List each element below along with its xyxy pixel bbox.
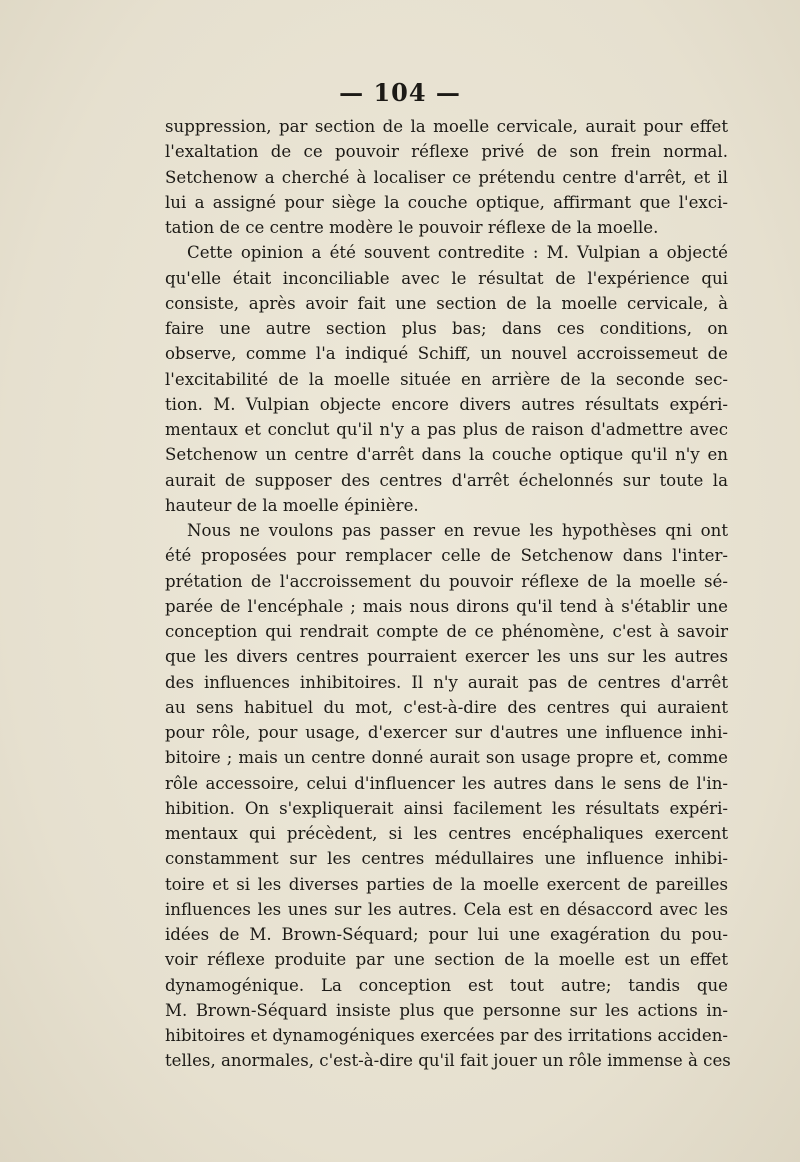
text-line: pour rôle, pour usage, d'exercer sur d'autres une influence inhi-: [165, 723, 728, 742]
text-line: qu'elle était inconciliable avec le résultat de l'expérience qui: [165, 268, 728, 288]
text-line: l'exaltation de ce pouvoir réflexe privé de son frein normal.: [165, 142, 728, 162]
text-line: consiste, après avoir fait une section de la moelle cervicale, à: [165, 293, 728, 313]
paragraph-start-line: Nous ne voulons pas passer en revue les hypothèses qni ont: [187, 521, 728, 540]
text-line: que les divers centres pourraient exercer les uns sur les autres: [165, 647, 728, 667]
text-line: hauteur de la moelle épinière.: [165, 495, 419, 515]
text-line: observe, comme l'a indiqué Schiff, un nouvel accroissemeut de: [165, 344, 728, 364]
text-line: influences les unes sur les autres. Cela est en désaccord avec les: [165, 899, 728, 919]
text-line: voir réflexe produite par une section de la moelle est un effet: [165, 950, 728, 970]
text-line: Setchenow a cherché à localiser ce prétendu centre d'arrêt, et il: [165, 167, 728, 187]
text-line: au sens habituel du mot, c'est-à-dire des centres qui auraient: [165, 697, 728, 717]
text-line: été proposées pour remplacer celle de Setchenow dans l'inter-: [165, 546, 728, 566]
page-number: — 104 —: [339, 78, 461, 107]
text-line: telles, anormales, c'est-à-dire qu'il fait jouer un rôle immense à ces: [165, 1051, 731, 1071]
text-line: mentaux qui précèdent, si les centres encéphaliques exercent: [165, 824, 728, 843]
paragraph-start-line: Cette opinion a été souvent contredite : M. Vulpian a objecté: [187, 243, 728, 263]
text-line: hibition. On s'expliquerait ainsi facilement les résultats expéri-: [165, 798, 728, 818]
text-line: M. Brown-Séquard insiste plus que personne sur les actions in-: [165, 1000, 728, 1020]
text-line: bitoire ; mais un centre donné aurait son usage propre et, comme: [165, 748, 728, 768]
text-line: parée de l'encéphale ; mais nous dirons qu'il tend à s'établir une: [165, 596, 728, 616]
text-line: tation de ce centre modère le pouvoir réflexe de la moelle.: [165, 218, 659, 237]
text-line: tion. M. Vulpian objecte encore divers autres résultats expéri-: [165, 394, 728, 414]
text-line: l'excitabilité de la moelle située en arrière de la seconde sec-: [165, 369, 728, 389]
text-line: lui a assigné pour siège la couche optique, affirmant que l'exci-: [165, 192, 728, 212]
text-line: hibitoires et dynamogéniques exercées par des irritations acciden-: [165, 1026, 728, 1045]
text-line: constamment sur les centres médullaires une influence inhibi-: [165, 849, 728, 869]
text-line: prétation de l'accroissement du pouvoir réflexe de la moelle sé-: [165, 571, 728, 591]
body-text: [165, 114, 731, 1074]
text-line: aurait de supposer des centres d'arrêt échelonnés sur toute la: [165, 470, 728, 490]
text-line: toire et si les diverses parties de la moelle exercent de pareilles: [165, 874, 728, 894]
text-line: Setchenow un centre d'arrêt dans la couche optique qu'il n'y en: [165, 445, 728, 465]
text-line: dynamogénique. La conception est tout autre; tandis que: [165, 975, 728, 995]
text-line: suppression, par section de la moelle cervicale, aurait pour effet: [165, 117, 728, 136]
text-line: idées de M. Brown-Séquard; pour lui une exagération du pou-: [165, 925, 728, 944]
text-line: des influences inhibitoires. Il n'y aurait pas de centres d'arrêt: [165, 672, 728, 692]
text-line: conception qui rendrait compte de ce phénomène, c'est à savoir: [165, 622, 728, 641]
text-line: mentaux et conclut qu'il n'y a pas plus de raison d'admettre avec: [165, 420, 728, 439]
text-line: rôle accessoire, celui d'influencer les autres dans le sens de l'in-: [165, 773, 728, 793]
text-line: faire une autre section plus bas; dans ces conditions, on: [165, 319, 728, 338]
